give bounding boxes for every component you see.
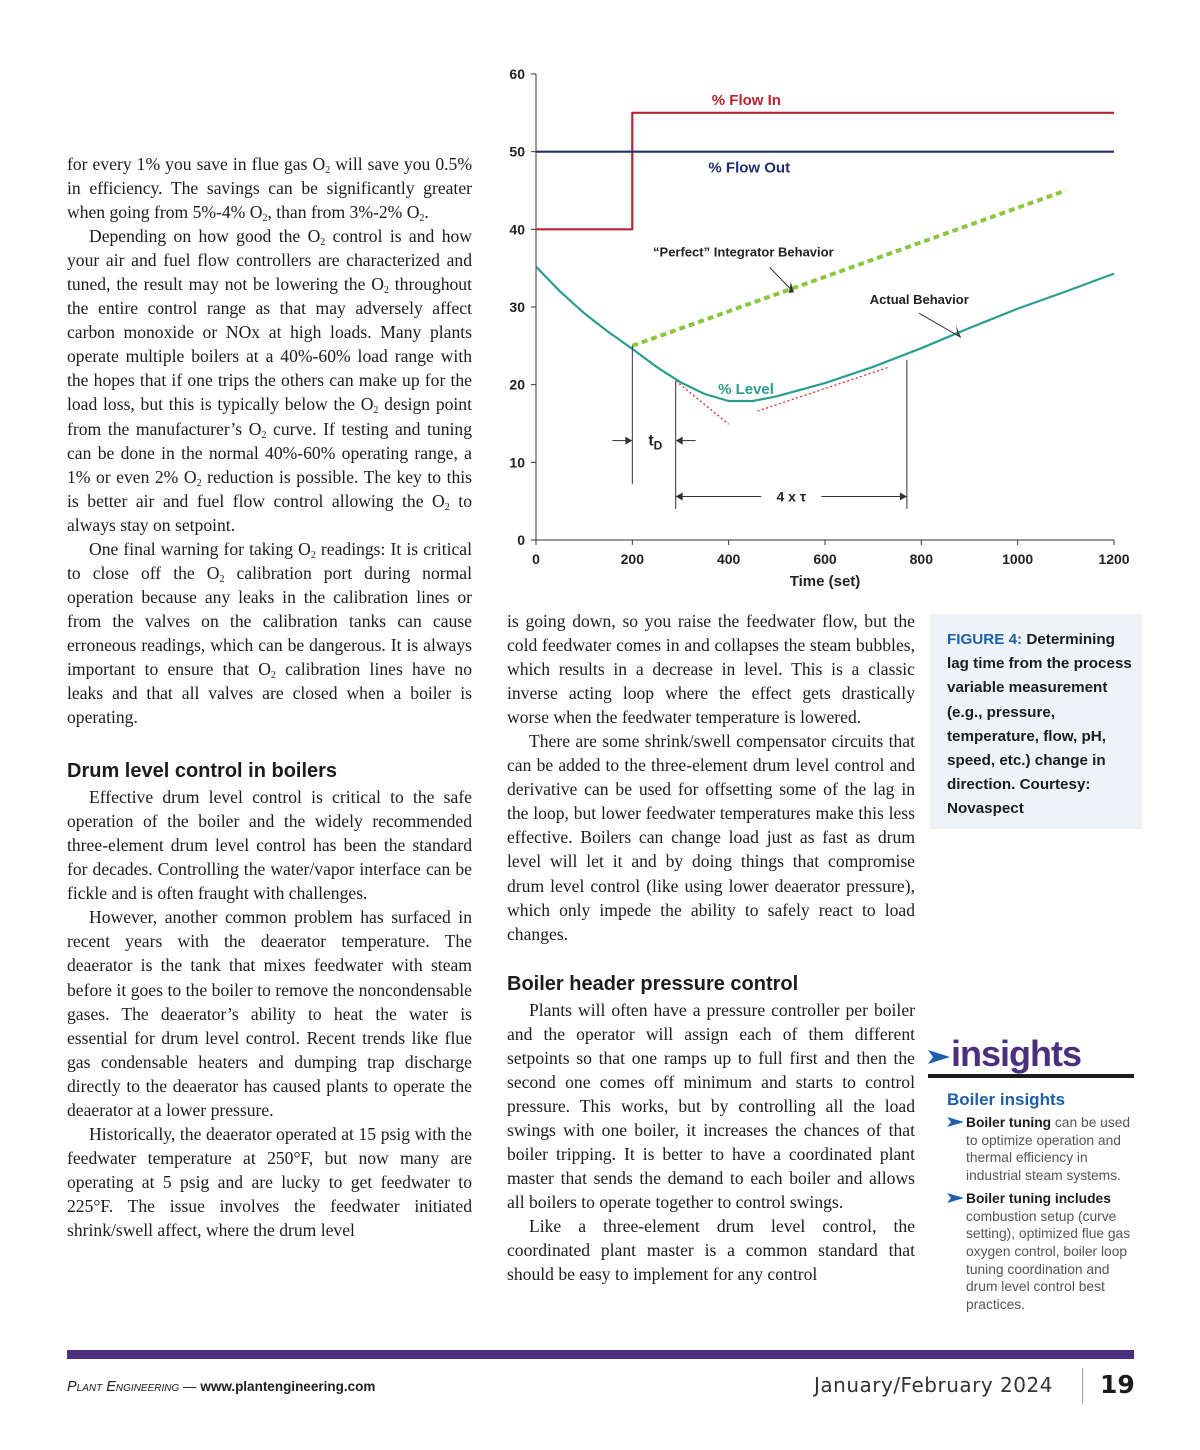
x-tick-label: 400 [716,551,741,567]
tau-label: 4 x τ [776,488,807,505]
level-label: % Level [718,380,774,398]
figure-caption [930,614,1142,829]
paragraph: Effective drum level control is critical to the safe operation of the boiler and the widely recommended three-element drum level control has been the standard for decades. Controlling the water/vapor interface can be fickle and is often fraught with challenges. [67,787,472,904]
subscript: 2 [219,573,225,585]
series-line-2 [632,191,1066,346]
series-line-3 [536,267,1114,401]
x-tick-label: 200 [620,551,645,567]
lag-time-chart [496,56,1144,596]
subscript: 2 [419,213,425,225]
paragraph: Historically, the deaerator operated at 15 psig with the feedwater temperature at 250°F, but now many are operating at 5 psig and are lucky to get feedwater to 225°F. The issue involves the feedwater initiated shrink/swell affect, where the drum level [67,1123,472,1240]
arrow-head [676,437,683,445]
arrow-head [625,437,632,445]
paragraph: Plants will often have a pressure controller per boiler and the operator will assign each of them different setpoints so that one ramps up to full first and then the second one comes off minimum and starts to control pressure. This works, but by controlling all the load swings with one boiler, it increases the chances of that boiler tripping. It is better to have a coordinated plant master that sends the demand to each boiler and allows all boilers to operate together to control swings. [507,999,915,1213]
section-heading: Drum level control in boilers [67,760,338,783]
x-axis-title: Time (set) [789,573,861,590]
insights-sidebar [928,1032,1134,1319]
flow-out-label: % Flow Out [708,159,791,177]
figure-label: FIGURE 4: [947,631,1023,648]
divider [1082,1368,1083,1404]
page-number: 19 [1100,1370,1135,1399]
y-tick-label: 60 [509,66,525,82]
subscript: 2 [261,429,267,441]
paragraph: is going down, so you raise the feedwater flow, but the cold feedwater comes in and collapses the steam bubbles, which results in a decrease in level. This is a classic inverse acting loop where the effect gets drastically worse when the feedwater temperature is lowered. [507,611,915,728]
insights-subtitle: Boiler insights [947,1090,1066,1109]
x-tick-label: 800 [909,551,934,567]
leader-line [919,313,961,337]
subscript: 2 [373,405,379,417]
bullet-text: can be used to optimize operation and thermal efficiency in industrial steam systems. [966,1115,1131,1184]
bullet-bold: Boiler tuning [966,1115,1052,1130]
left-column [67,152,472,1242]
insight-bullet [928,1114,1134,1185]
subscript: 2 [383,285,389,297]
chart-annotations [612,92,968,509]
subscript: 2 [196,477,202,489]
subscript: 2 [270,669,276,681]
section-heading: Boiler header pressure control [507,972,799,995]
paragraph: for every 1% you save in flue gas $O_2$ will save you 0.5% in efficiency. The savings can be significantly greater when going from 5%-4% $O_2$, than from 3%-2% $O_2$. [67,154,473,225]
arrow-head [676,493,683,501]
divider [928,1074,1134,1078]
y-tick-label: 0 [517,532,525,548]
series-line-0 [536,113,1114,230]
website-link[interactable]: www.plantengineering.com [200,1379,376,1394]
perfect-label: “Perfect” Integrator Behavior [653,244,834,260]
x-tick-label: 0 [532,551,540,567]
x-tick-label: 1000 [1002,551,1034,567]
x-tick-label: 600 [813,551,837,567]
y-tick-label: 10 [509,454,525,471]
paragraph: One final warning for taking $O_2$ readings: It is critical to close off the $O_2$ calibration port during normal operation because any leaks in the calibration lines or from the valves on the calibration tanks can cause erroneous readings, which can be dangerous. It is always important to ensure that $O_2$ calibration lines have no leaks and that all valves are closed when a boiler is operating. [67,538,473,728]
subscript: 2 [262,213,268,225]
arrow-icon [947,1193,964,1203]
footer-dash: — [183,1379,197,1394]
middle-column [507,609,915,1286]
y-tick-label: 20 [509,376,525,393]
subscript: 2 [325,165,331,176]
x-tick-label: 1200 [1098,551,1130,567]
y-tick-label: 30 [509,299,525,315]
insight-bullet [928,1190,1134,1314]
actual-label: Actual Behavior [869,291,969,307]
tangent-line [758,368,888,411]
td-subscript: D [653,438,663,453]
bullet-text: combustion setup (curve setting), optimized flue gas oxygen control, boiler loop tuning coordination and drum level control best practices. [966,1208,1131,1313]
figure-text: Determining lag time from the process variable measurement (e.g., pressure, temperature, flow, pH, speed, etc.) change in direction. Courtesy: Novaspect [947,631,1132,818]
footer-publication [67,1379,375,1395]
bullet-bold: Boiler tuning includes [966,1190,1111,1206]
arrow-icon [928,1050,950,1064]
subscript: 2 [444,501,450,513]
publication-name: Plant Engineering [67,1379,180,1395]
paragraph: However, another common problem has surfaced in recent years with the deaerator temperature. The deaerator is the tank that mixes feedwater with steam before it goes to the boiler to remove the noncondensable gases. The deaerator’s ability to heat the water is essential for drum level control. Recent trends like flue gas condensable heaters and dumping trap discharge directly to the deaerator has caused plants to operate the deaerator at a lower pressure. [67,907,472,1120]
paragraph: Like a three-element drum level control, the coordinated plant master is a common standard that should be easy to implement for any control [507,1216,915,1285]
arrow-head [900,493,907,501]
chart-series [536,113,1114,424]
footer-bar [67,1350,1134,1359]
y-tick-label: 50 [509,143,525,160]
issue-date: January/February 2024 [814,1373,1053,1397]
paragraph: There are some shrink/swell compensator circuits that can be added to the three-element drum level control and derivative can be used for offsetting some of the lag in the loop, but lower feedwater temperatures make this less effective. Boilers can change load just as fast as drum level will let it and by doing things that compromise drum level control (like using lower deaerator pressure), which only impede the ability to safely react to load changes. [507,731,915,944]
subscript: 2 [310,549,316,561]
td-label: $t_D$ [648,432,663,453]
flow-in-label: % Flow In [711,92,781,110]
paragraph: Depending on how good the $O_2$ control is and how your air and fuel flow controllers are characterized and tuned, the result may not be lowering the $O_2$ throughout the entire control range as that may adversely affect carbon monoxide or NOx at high loads. Many plants operate multiple boilers at a 40%-60% load range with the hopes that if one trips the others can make up for the load loss, but this is typically below the $O_2$ design point from the manufacturer’s $O_2$ curve. If testing and tuning can be done in the normal 40%-60% operating range, a 1% or even 2% $O_2$ reduction is possible. The key to this is better air and fuel flow control allowing the $O_2$ to always stay on setpoint. [67,226,472,535]
subscript: 2 [320,237,326,249]
y-tick-label: 40 [509,221,525,238]
insights-title: insights [951,1033,1082,1074]
arrow-icon [947,1117,964,1127]
